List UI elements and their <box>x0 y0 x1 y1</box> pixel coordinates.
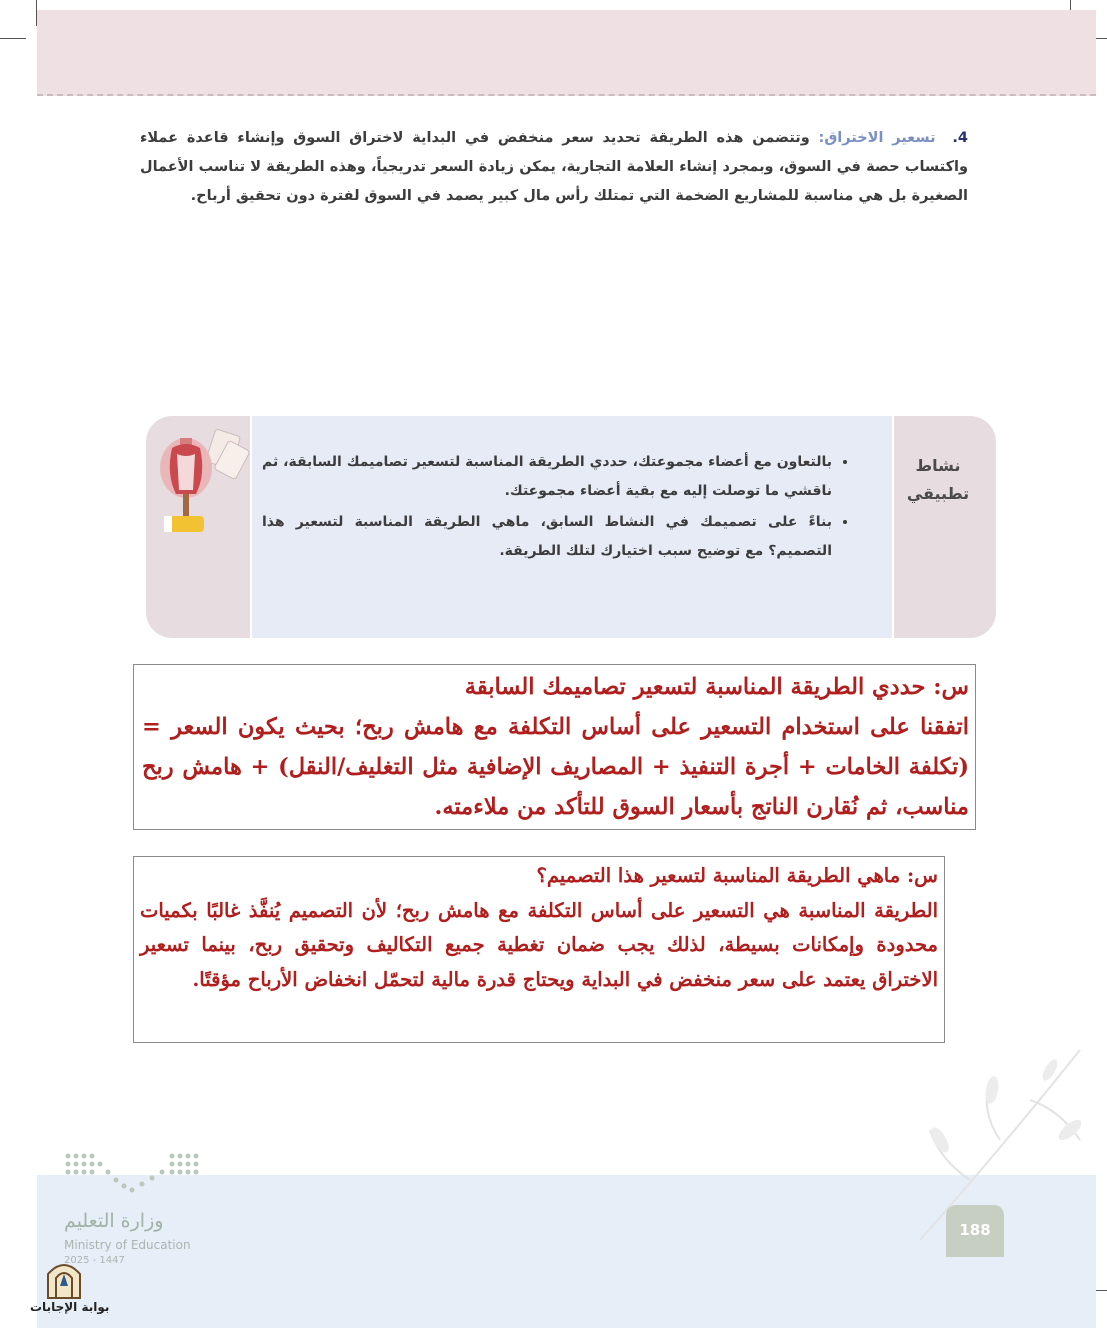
ministry-dots-logo-icon <box>62 1150 212 1200</box>
ministry-name-en: Ministry of Education <box>64 1238 191 1252</box>
activity-panel <box>250 416 894 638</box>
answer2-question: س: ماهي الطريقة المناسبة لتسعير هذا التصميم؟ <box>536 864 938 887</box>
answers-gate-logo-icon <box>44 1256 84 1300</box>
paragraph-number: 4. <box>952 130 968 146</box>
answer1-body: اتفقنا على استخدام التسعير على أساس التكلفة مع هامش ربح؛ بحيث يكون السعر = (تكلفة الخامات + أجرة التنفيذ + المصاريف الإضافية مثل التغليف/النقل) + هامش ربح مناسب، ثم نُقارن الناتج بأسعار السوق للتأكد من ملاءمته. <box>142 714 969 820</box>
activity-title <box>898 452 978 508</box>
ministry-year: 2025 - 1447 <box>64 1255 125 1266</box>
watermark-label: بوابة الإجابات <box>30 1300 110 1314</box>
activity-title-line2: تطبيقي <box>906 484 970 503</box>
dashed-divider <box>37 94 1096 96</box>
top-band <box>37 10 1096 96</box>
paragraph-term: تسعير الاختراق: <box>818 130 936 146</box>
crop-mark <box>0 38 26 39</box>
activity-bullet: • بناءً على تصميمك في النشاط السابق، ماهي الطريقة المناسبة لتسعير هذا التصميم؟ مع توضيح سبب اختيارك لتلك الطريقة. <box>262 508 832 566</box>
activity-bullet: • بالتعاون مع أعضاء مجموعتك، حددي الطريقة المناسبة لتسعير تصاميمك السابقة، ثم ناقشي ما توصلت إليه مع بقية أعضاء مجموعتك. <box>262 448 832 506</box>
answer-box-2 <box>133 856 945 1043</box>
activity-list <box>262 448 858 568</box>
paragraph-text: وتتضمن هذه الطريقة تحديد سعر منخفض في البداية لاختراق السوق وإنشاء قاعدة عملاء واكتساب حصة في السوق، وبمجرد إنشاء العلامة التجارية، يمكن زيادة السعر تدريجياً، وهذه الطريقة لا تناسب الأعمال الصغيرة بل هي مناسبة للمشاريع الضخمة التي تمتلك رأس مال كبير يصمد في السوق لفترة دون تحقيق أرباح. <box>140 130 968 204</box>
ministry-name-ar: وزارة التعليم <box>64 1210 164 1232</box>
mannequin-icon <box>150 422 250 540</box>
paragraph-penetration-pricing <box>140 124 968 211</box>
activity-box <box>146 416 996 638</box>
activity-title-line1: نشاط <box>915 456 961 475</box>
page-number: 188 <box>946 1205 1004 1257</box>
answer2-body: الطريقة المناسبة هي التسعير على أساس التكلفة مع هامش ربح؛ لأن التصميم يُنفَّذ غالبًا بكميات محدودة وإمكانات بسيطة، لذلك يجب ضمان تغطية جميع التكاليف وتحقيق ربح، بينما تسعير الاختراق يعتمد على سعر منخفض في البداية ويحتاج قدرة مالية لتحمّل انخفاض الأرباح مؤقتًا. <box>140 898 938 991</box>
answer-box-1 <box>133 664 976 830</box>
answer1-question: س: حددي الطريقة المناسبة لتسعير تصاميمك السابقة <box>464 674 969 700</box>
